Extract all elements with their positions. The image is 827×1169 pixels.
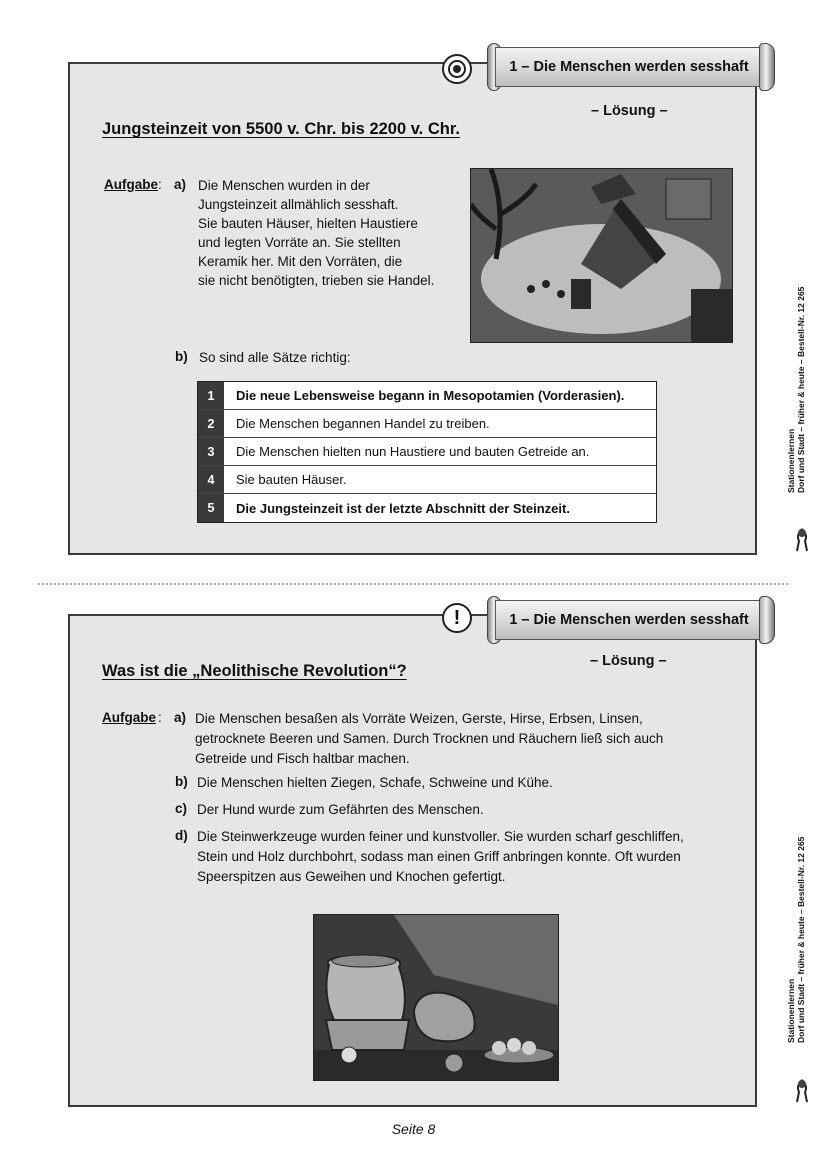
exclamation-icon: !: [442, 603, 472, 633]
task-label-colon: :: [158, 177, 162, 192]
answer-a-text: [198, 176, 468, 290]
item-marker-a: a): [174, 177, 187, 192]
answer-line: Die Steinwerkzeuge wurden feiner und kunstvoller. Sie wurden scharf geschliffen,: [197, 829, 684, 844]
publisher-logo: [793, 527, 811, 553]
item-marker-a: a): [174, 710, 187, 725]
table-row: [198, 410, 656, 438]
answer-line: Speerspitzen aus Geweihen und Knochen gefertigt.: [197, 869, 506, 884]
sidebar-line2: Dorf und Stadt – früher & heute – Bestell-Nr. 12 265: [796, 836, 806, 1043]
row-number: 4: [198, 466, 224, 493]
statements-table: [197, 381, 657, 523]
task-label: Aufgabe: [102, 710, 156, 725]
item-marker-b: b): [175, 349, 188, 364]
answer-c-text: [197, 800, 737, 820]
title-banner-2: [487, 596, 777, 644]
answer-line: Die Menschen hielten Ziegen, Schafe, Schweine und Kühe.: [197, 775, 553, 790]
answer-b-intro: So sind alle Sätze richtig:: [199, 350, 351, 365]
scroll-curl-right: [759, 596, 775, 644]
section-heading: Jungsteinzeit von 5500 v. Chr. bis 2200 v. Chr.: [102, 120, 460, 138]
answer-line: getrocknete Beeren und Samen. Durch Trocknen und Räuchern ließ sich auch: [195, 731, 664, 746]
sidebar-series-title: [786, 837, 806, 1043]
row-text: Sie bauten Häuser.: [236, 472, 347, 487]
task-label-colon: :: [158, 710, 162, 725]
table-row: [198, 438, 656, 466]
table-row: [198, 382, 656, 410]
banner-title: 1 – Die Menschen werden sesshaft: [495, 600, 763, 640]
sidebar-line1: Stationenlernen: [786, 978, 796, 1043]
answer-a-line: Sie bauten Häuser, hielten Haustiere: [198, 216, 418, 231]
answer-b-text: [197, 773, 737, 793]
answer-line: Getreide und Fisch haltbar machen.: [195, 751, 410, 766]
title-banner-1: [487, 43, 777, 91]
item-marker-b: b): [175, 774, 188, 789]
page-divider: [38, 583, 788, 585]
solution-label: – Lösung –: [590, 653, 667, 669]
banner-title: 1 – Die Menschen werden sesshaft: [495, 47, 763, 87]
row-number: 5: [198, 494, 224, 522]
answer-line: Der Hund wurde zum Gefährten des Menschen.: [197, 802, 484, 817]
answer-a-line: Die Menschen wurden in der: [198, 178, 370, 193]
table-row: [198, 494, 656, 522]
row-text: Die Jungsteinzeit ist der letzte Abschnitt der Steinzeit.: [236, 500, 570, 516]
answer-d-text: [197, 827, 737, 887]
task-label: Aufgabe: [104, 177, 158, 192]
scroll-curl-right: [759, 43, 775, 91]
row-number: 2: [198, 410, 224, 437]
answer-line: Die Menschen besaßen als Vorräte Weizen, Gerste, Hirse, Erbsen, Linsen,: [195, 711, 643, 726]
row-number: 3: [198, 438, 224, 465]
table-row: [198, 466, 656, 494]
answer-a-line: sie nicht benötigten, trieben sie Handel.: [198, 273, 435, 288]
target-icon: [442, 54, 472, 84]
sidebar-line1: Stationenlernen: [786, 428, 796, 493]
row-text: Die Menschen begannen Handel zu treiben.: [236, 416, 490, 431]
item-marker-c: c): [175, 801, 188, 816]
answer-a-text: [195, 709, 735, 769]
neolithic-village-photo: [470, 168, 733, 343]
publisher-logo: [793, 1078, 811, 1104]
answer-a-line: und legten Vorräte an. Sie stellten: [198, 235, 401, 250]
page-number: Seite 8: [391, 1121, 436, 1137]
pottery-photo: [313, 914, 559, 1081]
solution-label: – Lösung –: [591, 103, 668, 119]
item-marker-d: d): [175, 828, 188, 843]
answer-a-line: Keramik her. Mit den Vorräten, die: [198, 254, 403, 269]
answer-a-line: Jungsteinzeit allmählich sesshaft.: [198, 197, 399, 212]
sidebar-line2: Dorf und Stadt – früher & heute – Bestell-Nr. 12 265: [796, 286, 806, 493]
sidebar-series-title: [786, 287, 806, 493]
row-number: 1: [198, 382, 224, 409]
row-text: Die neue Lebensweise begann in Mesopotamien (Vorderasien).: [236, 388, 625, 403]
row-text: Die Menschen hielten nun Haustiere und bauten Getreide an.: [236, 444, 590, 459]
section-heading: Was ist die „Neolithische Revolution“?: [102, 662, 407, 680]
answer-line: Stein und Holz durchbohrt, sodass man einen Griff anbringen konnte. Oft wurden: [197, 849, 681, 864]
